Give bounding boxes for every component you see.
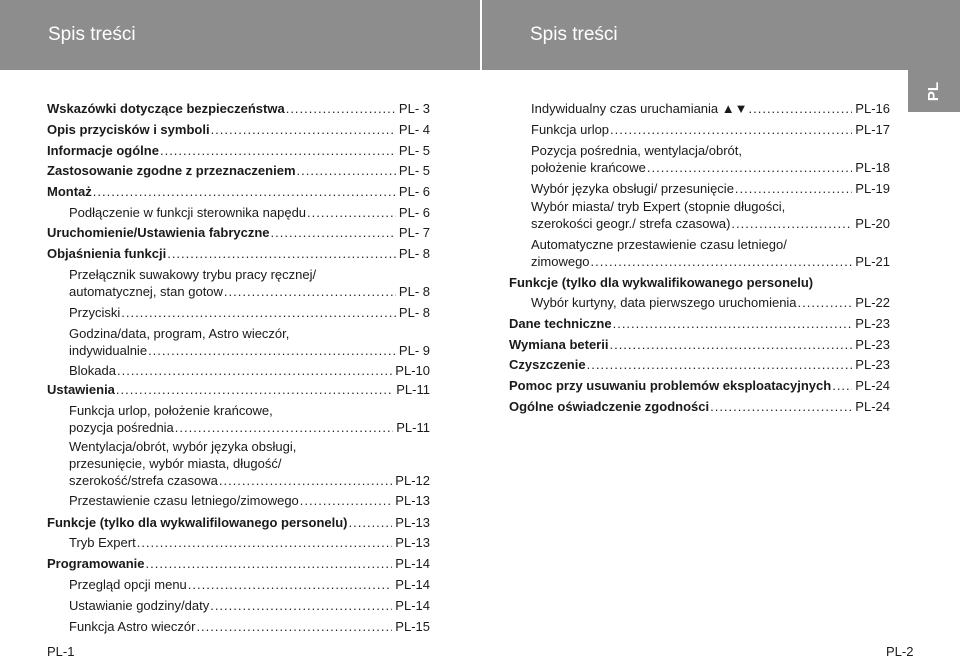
entry-title: Indywidualny czas uruchamiania ▲▼ <box>531 101 748 116</box>
dot-leader <box>167 245 396 262</box>
toc-left-entry <box>47 576 430 593</box>
toc-right-entry <box>509 236 890 270</box>
entry-title: Zastosowanie zgodne z przeznaczeniem <box>47 163 296 178</box>
entry-title: szerokość/strefa czasowa <box>69 473 218 488</box>
entry-title: Dane techniczne <box>509 316 612 331</box>
toc-right-entry <box>509 377 890 394</box>
toc-left-entry <box>47 245 430 262</box>
entry-title: Przestawienie czasu letniego/zimowego <box>69 493 299 508</box>
entry-page-number: PL-13 <box>395 535 430 550</box>
dot-leader <box>832 377 852 394</box>
entry-title: Ogólne oświadczenie zgodności <box>509 399 710 414</box>
toc-left-entry <box>47 142 430 159</box>
entry-page-number: PL-12 <box>395 473 430 488</box>
entry-title: indywidualnie <box>69 343 148 358</box>
entry-page-number: PL-16 <box>855 101 890 116</box>
toc-left-entry <box>47 162 430 179</box>
dot-leader <box>196 618 392 635</box>
entry-page-number: PL-17 <box>855 122 890 137</box>
dot-leader <box>117 362 392 379</box>
entry-title: Funkcja urlop, położenie krańcowe, <box>69 403 273 418</box>
entry-title: Programowanie <box>47 556 145 571</box>
entry-title: Wybór miasta/ tryb Expert (stopnie długości, <box>531 199 786 214</box>
entry-title: automatycznej, stan gotow <box>69 284 223 299</box>
entry-page-number: PL- 6 <box>398 184 430 199</box>
dot-leader <box>610 121 852 138</box>
dot-leader <box>591 253 853 270</box>
dot-leader <box>188 576 393 593</box>
entry-page-number: PL-14 <box>395 556 430 571</box>
entry-title: Wskazówki dotyczące bezpieczeństwa <box>47 101 285 116</box>
entry-title: zimowego <box>531 254 590 269</box>
dot-leader <box>211 121 396 138</box>
dot-leader <box>160 142 396 159</box>
entry-title: Przełącznik suwakowy trybu pracy ręcznej/ <box>69 267 317 282</box>
dot-leader <box>121 304 396 321</box>
entry-page-number: PL- 9 <box>398 343 430 358</box>
entry-title: Przegląd opcji menu <box>69 577 187 592</box>
entry-title: Czyszczenie <box>509 357 586 372</box>
toc-left-entry <box>47 514 430 531</box>
entry-title: Wybór kurtyny, data pierwszego uruchomienia <box>531 295 797 310</box>
toc-left-entry <box>47 381 430 398</box>
entry-page-number: PL-13 <box>395 493 430 508</box>
entry-title: przesunięcie, wybór miasta, długość/ <box>69 456 282 471</box>
entry-page-number: PL- 5 <box>398 163 430 178</box>
toc-right-entry <box>509 336 890 353</box>
dot-leader <box>749 100 853 117</box>
dot-leader <box>731 215 852 232</box>
toc-right-entry <box>509 198 890 232</box>
toc-right-entry <box>509 356 890 373</box>
toc-right-entry <box>509 100 890 117</box>
toc-left-entry <box>47 183 430 200</box>
entry-page-number: PL-14 <box>395 577 430 592</box>
header-right <box>482 0 960 70</box>
entry-title: położenie krańcowe <box>531 160 646 175</box>
entry-title: szerokości geogr./ strefa czasowa) <box>531 216 731 231</box>
header-left-title: Spis treści <box>48 24 136 45</box>
toc-right-entry <box>509 398 890 415</box>
dot-leader <box>587 356 853 373</box>
entry-title: Wentylacja/obrót, wybór języka obsługi, <box>69 439 297 454</box>
entry-page-number: PL-10 <box>395 363 430 378</box>
entry-page-number: PL-11 <box>396 420 430 435</box>
entry-title: Funkcja Astro wieczór <box>69 619 196 634</box>
dot-leader <box>93 183 396 200</box>
entry-title: Tryb Expert <box>69 535 136 550</box>
entry-page-number: PL-24 <box>855 399 890 414</box>
dot-leader <box>148 342 396 359</box>
entry-page-number: PL-24 <box>855 378 890 393</box>
toc-left-entry <box>47 438 430 489</box>
toc-right-entry <box>509 315 890 332</box>
entry-title: Blokada <box>69 363 116 378</box>
entry-title: Przyciski <box>69 305 121 320</box>
dot-leader <box>137 534 393 551</box>
entry-page-number: PL-20 <box>855 216 890 231</box>
entry-title: Objaśnienia funkcji <box>47 246 167 261</box>
entry-title: Funkcja urlop <box>531 122 610 137</box>
toc-left-entry <box>47 304 430 321</box>
entry-page-number: PL- 4 <box>398 122 430 137</box>
entry-page-number: PL- 5 <box>398 143 430 158</box>
entry-page-number: PL- 3 <box>398 101 430 116</box>
toc-right-entry <box>509 180 890 197</box>
entry-title: Wymiana beterii <box>509 337 609 352</box>
entry-page-number: PL- 8 <box>398 284 430 299</box>
toc-left-entry <box>47 204 430 221</box>
toc-left-entry <box>47 555 430 572</box>
entry-page-number: PL- 8 <box>398 305 430 320</box>
entry-title: Pozycja pośrednia, wentylacja/obrót, <box>531 143 743 158</box>
entry-page-number: PL-15 <box>395 619 430 634</box>
dot-leader <box>307 204 396 221</box>
header-left <box>0 0 480 70</box>
entry-page-number: PL- 8 <box>398 246 430 261</box>
dot-leader <box>613 315 853 332</box>
entry-title: Informacje ogólne <box>47 143 159 158</box>
entry-title: Pomoc przy usuwaniu problemów eksploatacyjnych <box>509 378 832 393</box>
dot-leader <box>297 162 396 179</box>
toc-right-entry <box>509 121 890 138</box>
toc-left-entry <box>47 121 430 138</box>
entry-title: Funkcje (tylko dla wykwalifilowanego personelu) <box>47 515 348 530</box>
toc-left-entry <box>47 362 430 379</box>
entry-title: Automatyczne przestawienie czasu letniego/ <box>531 237 787 252</box>
dot-leader <box>710 398 852 415</box>
toc-left-entry <box>47 224 430 241</box>
header-right-title: Spis treści <box>530 24 618 45</box>
dot-leader <box>647 159 852 176</box>
entry-title: Godzina/data, program, Astro wieczór, <box>69 326 290 341</box>
entry-page-number: PL-23 <box>855 337 890 352</box>
entry-title: Uruchomienie/Ustawienia fabryczne <box>47 225 270 240</box>
dot-leader <box>116 381 393 398</box>
entry-page-number: PL- 7 <box>398 225 430 240</box>
entry-page-number: PL-23 <box>855 357 890 372</box>
toc-left-entry <box>47 618 430 635</box>
entry-title: Opis przycisków i symboli <box>47 122 210 137</box>
entry-page-number: PL-11 <box>396 382 430 397</box>
entry-page-number: PL-21 <box>855 254 890 269</box>
entry-title: Ustawianie godziny/daty <box>69 598 210 613</box>
entry-page-number: PL- 6 <box>398 205 430 220</box>
entry-page-number: PL-18 <box>855 160 890 175</box>
entry-title: Podłączenie w funkcji sterownika napędu <box>69 205 307 220</box>
dot-leader <box>286 100 396 117</box>
entry-title: Wybór języka obsługi/ przesunięcie <box>531 181 734 196</box>
page-number-left: PL-1 <box>47 644 75 659</box>
entry-page-number: PL-14 <box>395 598 430 613</box>
entry-title: Ustawienia <box>47 382 115 397</box>
page-number-right: PL-2 <box>886 644 914 659</box>
dot-leader <box>271 224 396 241</box>
toc-left-entry <box>47 492 430 509</box>
toc-right-entry <box>509 274 890 291</box>
toc-left-entry <box>47 534 430 551</box>
language-tab <box>908 70 960 112</box>
entry-title: pozycja pośrednia <box>69 420 174 435</box>
dot-leader <box>349 514 393 531</box>
toc-right-entry <box>509 294 890 311</box>
dot-leader <box>300 492 393 509</box>
toc-left-entry <box>47 402 430 436</box>
entry-page-number: PL-23 <box>855 316 890 331</box>
toc-left-entry <box>47 266 430 300</box>
toc-left-entry <box>47 597 430 614</box>
dot-leader <box>798 294 853 311</box>
language-tab-label: PL <box>925 81 943 101</box>
toc-left-entry <box>47 325 430 359</box>
entry-title: Funkcje (tylko dla wykwalifikowanego personelu) <box>509 275 814 290</box>
dot-leader <box>219 472 392 489</box>
dot-leader <box>609 336 852 353</box>
dot-leader <box>210 597 392 614</box>
entry-title: Montaż <box>47 184 92 199</box>
toc-left-entry <box>47 100 430 117</box>
toc-right-entry <box>509 142 890 176</box>
dot-leader <box>735 180 852 197</box>
dot-leader <box>146 555 393 572</box>
entry-page-number: PL-13 <box>395 515 430 530</box>
dot-leader <box>224 283 396 300</box>
dot-leader <box>175 419 393 436</box>
entry-page-number: PL-19 <box>855 181 890 196</box>
entry-page-number: PL-22 <box>855 295 890 310</box>
